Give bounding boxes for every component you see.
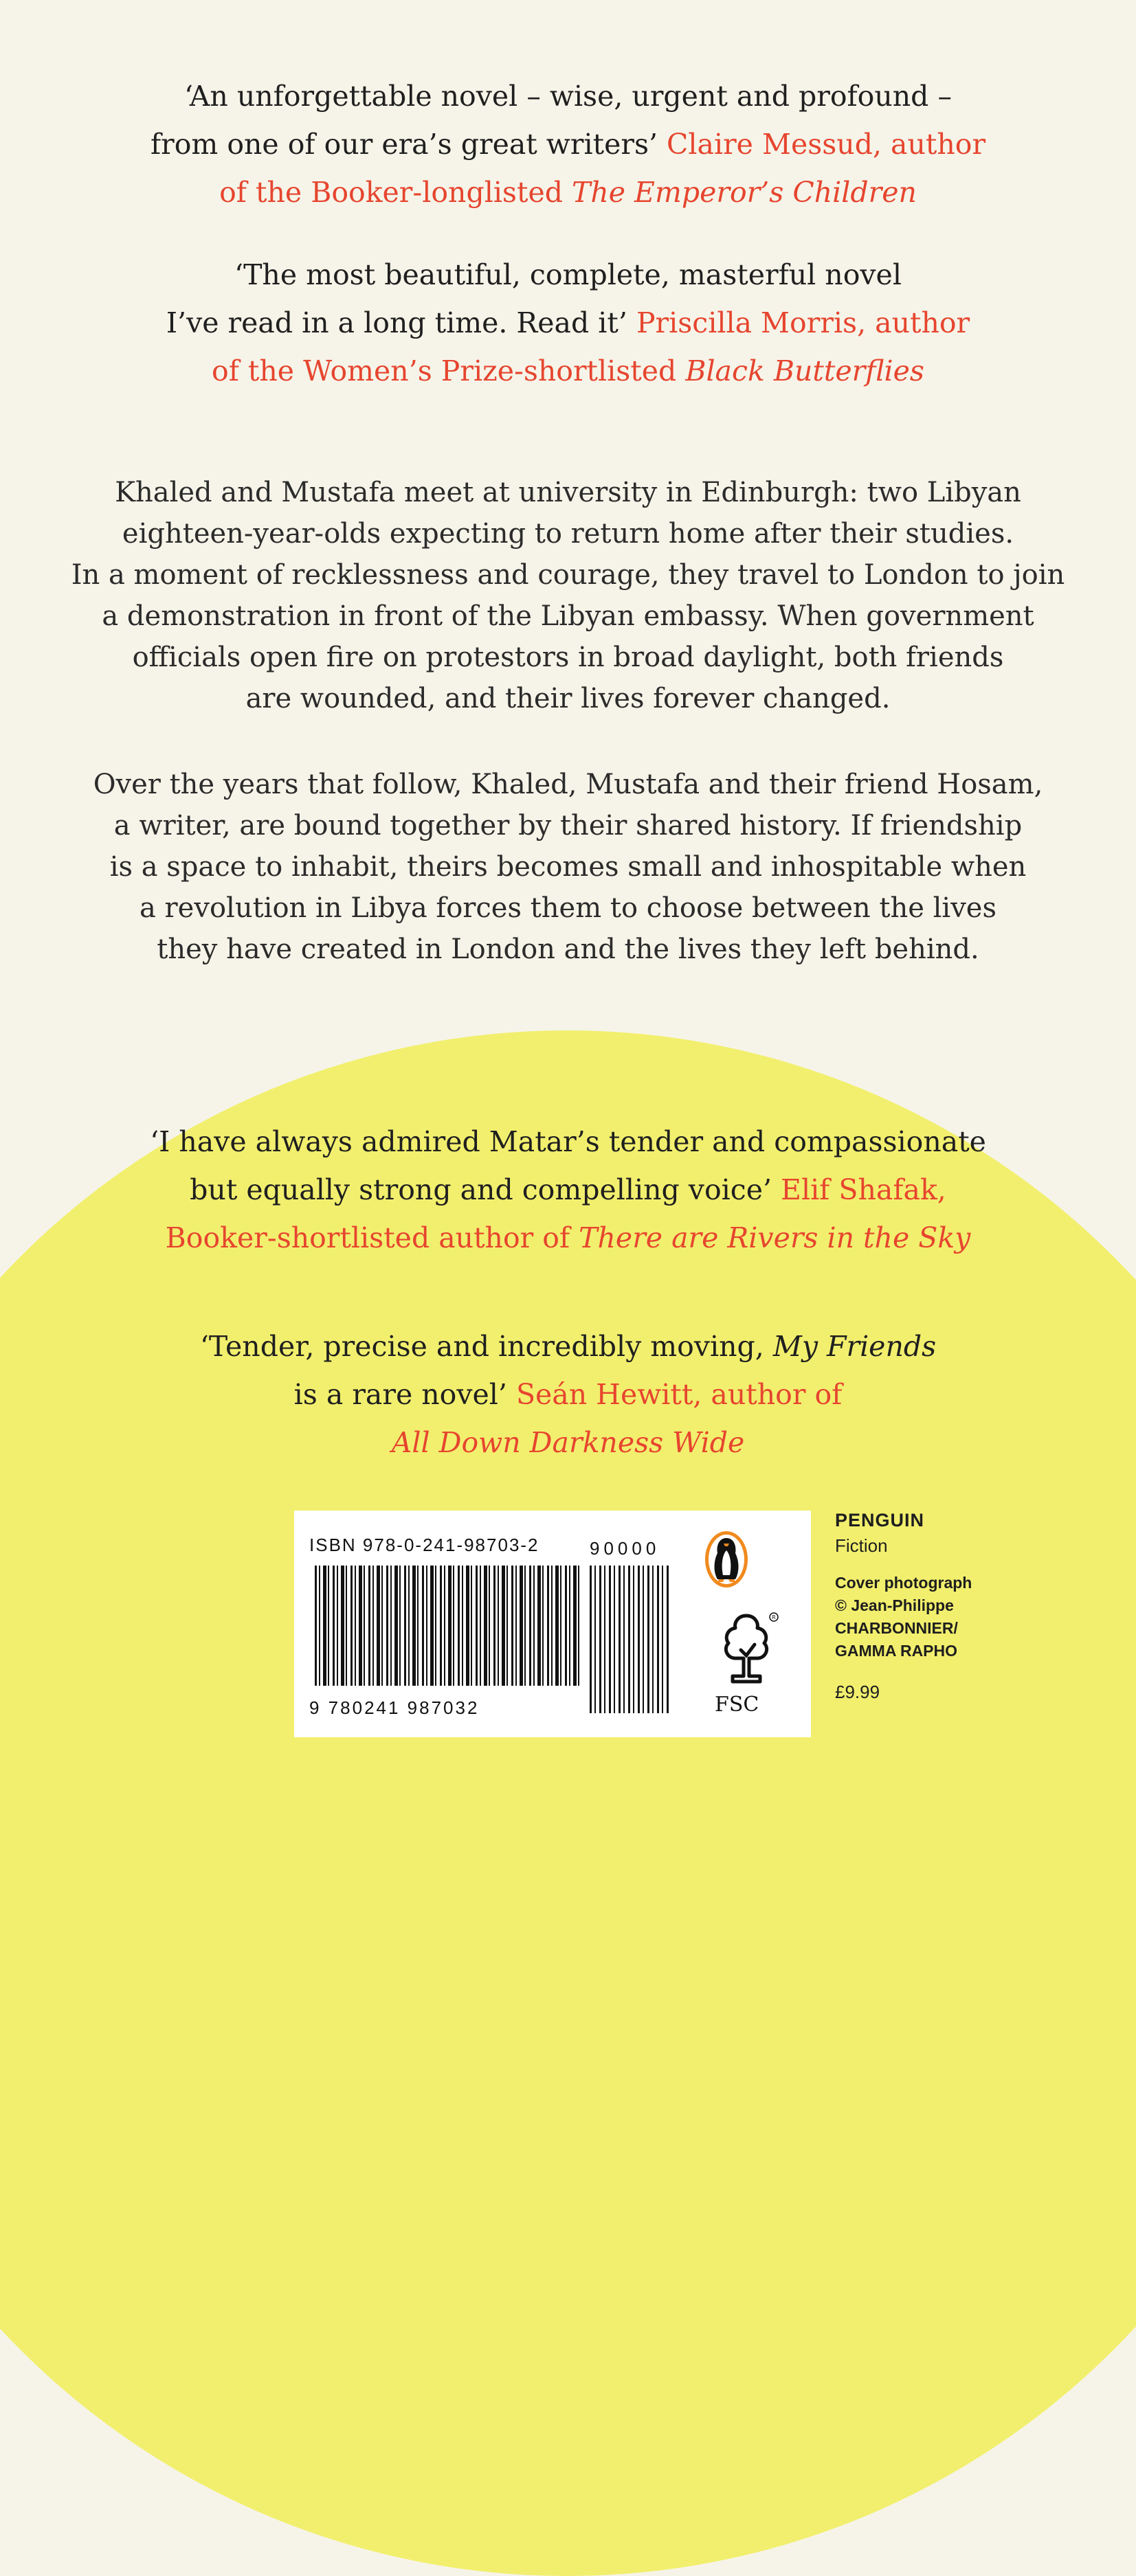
review-quote-1 [0,72,1136,216]
blurb-paragraph-2 [55,764,1081,970]
credit-line-2: © Jean-Philippe [835,1596,954,1614]
blurb-2-line-4: a revolution in Libya forces them to choose between the lives [139,892,996,924]
quote-4-line-3 [0,1419,1136,1467]
quote-1-attribution-cont: of the Booker-longlisted [219,176,572,209]
quote-3-line-2 [0,1166,1136,1214]
quote-4-book-title: All Down Darkness Wide [391,1426,745,1459]
blurb-1-line-1: Khaled and Mustafa meet at university in Edinburgh: two Libyan [115,477,1021,508]
credit-line-3: CHARBONNIER/ [835,1619,958,1637]
quote-1-attribution: Claire Messud, author [667,128,986,161]
quote-1-line-2 [0,120,1136,168]
quote-4-text: ‘Tender, precise and incredibly moving, [199,1330,773,1363]
quote-4-line-2 [0,1370,1136,1419]
isbn-label: ISBN 978-0-241-98703-2 [309,1535,539,1555]
svg-text:R: R [772,1614,776,1620]
quote-2-book-title: Black Butterflies [685,354,924,387]
quote-3-line-1: ‘I have always admired Matar’s tender and compassionate [150,1125,986,1158]
blurb-1-line-4: a demonstration in front of the Libyan embassy. When government [102,600,1034,632]
publisher-info [835,1510,972,1703]
quote-3-text: but equally strong and compelling voice’ [190,1173,781,1206]
quote-2-attribution-cont: of the Women’s Prize-shortlisted [212,354,686,387]
ean-barcode [315,1566,581,1686]
quote-2-line-1: ‘The most beautiful, complete, masterful novel [234,258,902,291]
quote-2-line-3 [0,347,1136,395]
genre-label: Fiction [835,1535,888,1556]
quote-4-text-cont: is a rare novel’ [293,1378,516,1411]
quote-2-attribution: Priscilla Morris, author [636,306,970,339]
quote-2-text: I’ve read in a long time. Read it’ [166,306,636,339]
quote-2-line-2 [0,299,1136,347]
blurb-1-line-5: officials open fire on protestors in broad daylight, both friends [132,642,1004,673]
quote-3-book-title: There are Rivers in the Sky [579,1221,971,1254]
blurb-1-line-3: In a moment of recklessness and courage, they travel to London to join [71,559,1065,591]
review-quote-2 [0,251,1136,395]
blurb-1-line-2: eighteen-year-olds expecting to return home after their studies. [122,518,1014,550]
blurb-1-line-6: are wounded, and their lives forever changed. [245,683,891,714]
quote-3-attribution: Elif Shafak, [781,1173,946,1206]
quote-3-line-3 [0,1214,1136,1262]
quote-4-line-1 [0,1322,1136,1370]
quote-4-attribution: Seán Hewitt, author of [515,1378,843,1411]
fsc-label: FSC [715,1693,759,1717]
price-label: £9.99 [835,1682,880,1702]
credit-line-4: GAMMA RAPHO [835,1642,958,1660]
quote-3-attribution-cont: Booker-shortlisted author of [165,1221,579,1254]
barcode-digits: 9 780241 987032 [309,1697,480,1718]
publisher-name: PENGUIN [835,1510,925,1530]
blurb-2-line-5: they have created in London and the lives they left behind. [157,934,979,965]
blurb-2-line-1: Over the years that follow, Khaled, Mustafa and their friend Hosam, [93,769,1043,800]
quote-1-line-3 [0,168,1136,216]
review-quote-4 [0,1322,1136,1467]
penguin-logo-icon [704,1530,749,1589]
quote-1-book-title: The Emperor’s Children [572,176,917,209]
price-addon-digits: 90000 [590,1538,660,1559]
review-quote-3 [0,1118,1136,1262]
quote-1-text: from one of our era’s great writers’ [150,128,667,161]
quote-4-book-title-inline: My Friends [772,1330,937,1363]
fsc-tree-icon [713,1610,779,1686]
blurb-2-line-3: is a space to inhabit, theirs becomes small and inhospitable when [109,851,1027,883]
price-addon-barcode [590,1566,671,1713]
blurb-2-line-2: a writer, are bound together by their shared history. If friendship [113,810,1023,841]
cover-credit [835,1572,972,1662]
credit-line-1: Cover photograph [835,1574,972,1592]
barcode-panel [294,1511,811,1737]
blurb-paragraph-1 [55,472,1081,719]
quote-1-line-1: ‘An unforgettable novel – wise, urgent and profound – [184,80,952,113]
